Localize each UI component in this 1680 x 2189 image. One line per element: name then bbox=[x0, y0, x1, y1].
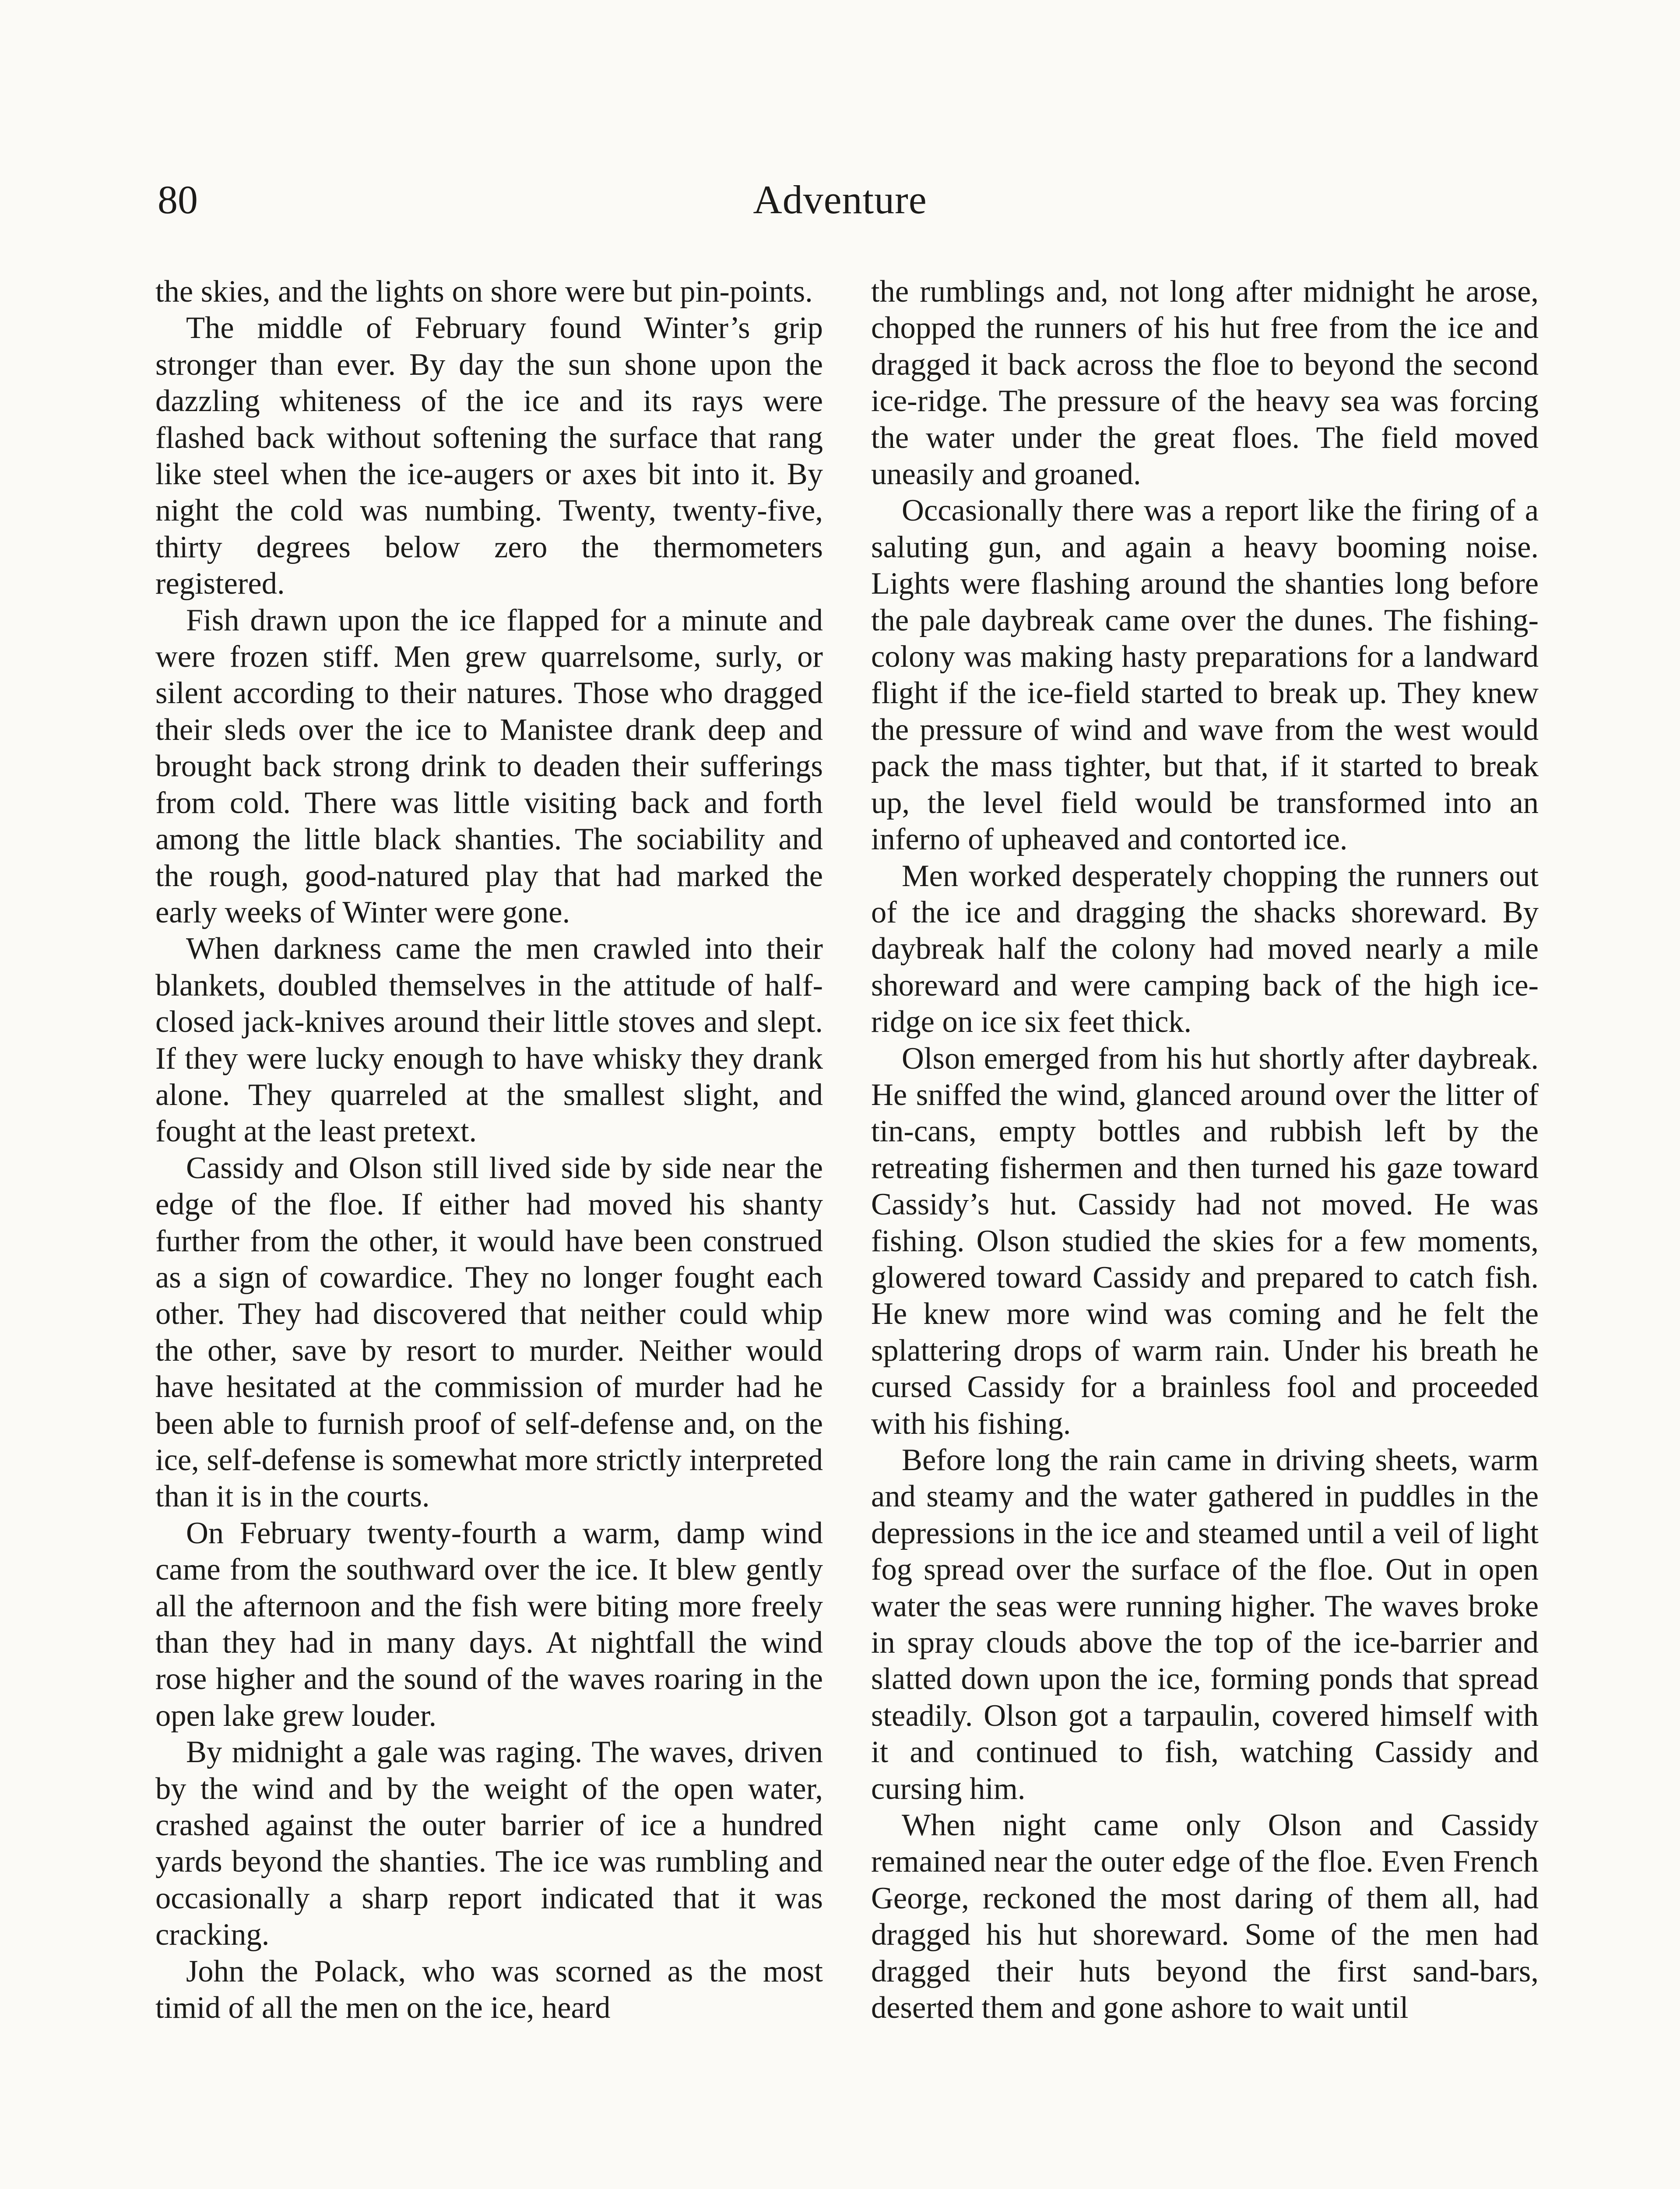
running-title: Adventure bbox=[753, 177, 927, 222]
paragraph: Cassidy and Olson still lived side by side near the edge of the floe. If either had moved his shanty further from the other, it would have been construed as a sign of cowardice. They no longer fought each other. They had discovered that neither could whip the other, save by resort to murder. Neither would have hesitated at the commission of murder had he been able to furnish proof of self-defense and, on the ice, self-defense is somewhat more strictly interpreted than it is in the courts. bbox=[155, 1151, 823, 1514]
paragraph: Fish drawn upon the ice flapped for a minute and were frozen stiff. Men grew quarrelsome, surly, or silent according to their natures. Those who dragged their sleds over the ice to Manistee drank deep and brought back strong drink to deaden their sufferings from cold. There was little visiting back and forth among the little black shanties. The sociability and the rough, good-natured play that had marked the early weeks of Winter were gone. bbox=[155, 603, 823, 929]
paragraph: By midnight a gale was raging. The waves, driven by the wind and by the weight of the open water, crashed against the outer barrier of ice a hundred yards beyond the shanties. The ice was rumbling and occasionally a sharp report indicated that it was cracking. bbox=[155, 1735, 823, 1952]
paragraph: Occasionally there was a report like the firing of a saluting gun, and again a heavy booming noise. Lights were flashing around the shanties long before the pale daybreak came over the dunes. The fishing-colony was making hasty preparations for a landward flight if the ice-field started to break up. They knew the pressure of wind and wave from the west would pack the mass tighter, but that, if it started to break up, the level field would be transformed into an inferno of upheaved and contorted ice. bbox=[871, 493, 1539, 857]
paragraph: the skies, and the lights on shore were but pin-points. bbox=[155, 275, 813, 309]
paragraph: the rumblings and, not long after midnight he arose, chopped the runners of his hut free from the ice and dragged it back across the floe to beyond the second ice-ridge. The pressure of the heavy sea was forcing the water under the great floes. The field moved uneasily and groaned. bbox=[871, 275, 1539, 492]
paragraph: On February twenty-fourth a warm, damp wind came from the southward over the ice. It blew gently all the afternoon and the fish were biting more freely than they had in many days. At nightfall the wind rose higher and the sound of the waves roaring in the open lake grew louder. bbox=[155, 1516, 823, 1733]
paragraph: John the Polack, who was scorned as the most timid of all the men on the ice, heard bbox=[155, 1954, 823, 2025]
paragraph: The middle of February found Winter’s grip stronger than ever. By day the sun shone upon the dazzling whiteness of the ice and its rays were flashed back without softening the surface that rang like steel when the ice-augers or axes bit into it. By night the cold was numbing. Twenty, twenty-five, thirty degrees below zero the thermometers registered. bbox=[155, 311, 823, 601]
page-number: 80 bbox=[158, 177, 198, 222]
paragraph: When darkness came the men crawled into their blankets, doubled themselves in the attitude of half-closed jack-knives around their little stoves and slept. If they were lucky enough to have whisky they drank alone. They quarreled at the smallest slight, and fought at the least pretext. bbox=[155, 932, 823, 1149]
paragraph: Before long the rain came in driving sheets, warm and steamy and the water gathered in puddles in the depressions in the ice and steamed until a veil of light fog spread over the surface of the floe. Out in open water the seas were running higher. The waves broke in spray clouds above the top of the ice-barrier and slatted down upon the ice, forming ponds that spread steadily. Olson got a tarpaulin, covered himself with it and continued to fish, watching Cassidy and cursing him. bbox=[871, 1443, 1539, 1806]
paragraph: When night came only Olson and Cassidy remained near the outer edge of the floe. Even French George, reckoned the most daring of them all, had dragged his hut shoreward. Some of the men had dragged their huts beyond the first sand-bars, deserted them and gone ashore to wait until bbox=[871, 1808, 1539, 2025]
paragraph: Men worked desperately chopping the runners out of the ice and dragging the shacks shoreward. By daybreak half the colony had moved nearly a mile shoreward and were camping back of the high ice-ridge on ice six feet thick. bbox=[871, 859, 1539, 1039]
right-column bbox=[871, 274, 1539, 2027]
left-column bbox=[155, 274, 823, 2027]
paragraph: Olson emerged from his hut shortly after daybreak. He sniffed the wind, glanced around over the litter of tin-cans, empty bottles and rubbish left by the retreating fishermen and then turned his gaze toward Cassidy’s hut. Cassidy had not moved. He was fishing. Olson studied the skies for a few moments, glowered toward Cassidy and prepared to catch fish. He knew more wind was coming and he felt the splattering drops of warm rain. Under his breath he cursed Cassidy for a brainless fool and proceeded with his fishing. bbox=[871, 1041, 1539, 1441]
